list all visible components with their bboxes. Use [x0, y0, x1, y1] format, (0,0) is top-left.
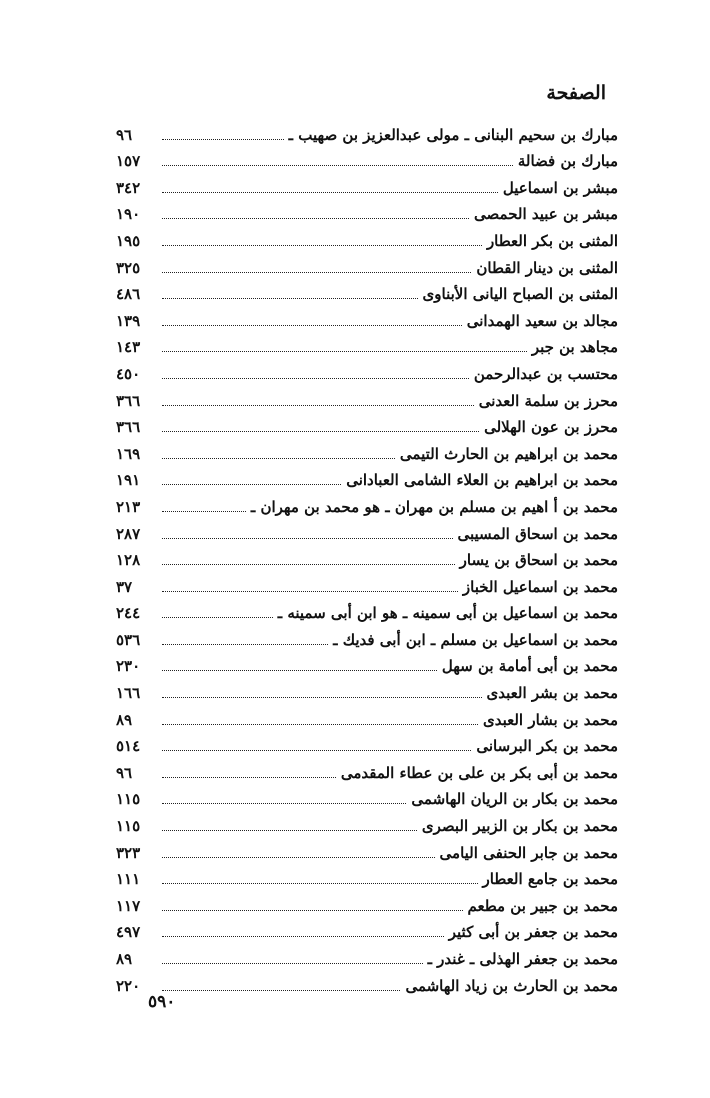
index-entry — [116, 304, 618, 331]
index-entry — [116, 384, 618, 411]
dot-leader — [162, 697, 482, 698]
dot-leader — [162, 990, 400, 991]
index-entry — [116, 224, 618, 251]
entry-page-number: ١٦٩ — [116, 444, 141, 463]
entry-name: محمد بن جعفر بن أبى كثير — [448, 923, 618, 942]
entry-name: محمد بن الحارث بن زياد الهاشمى — [405, 976, 618, 995]
entry-name: محرز بن عون الهلالى — [484, 418, 618, 437]
index-entry — [116, 916, 618, 943]
entry-name: محمد بن بشر العبدى — [486, 684, 618, 703]
dot-leader — [162, 883, 478, 884]
index-entry — [116, 570, 618, 597]
entry-page-number: ٤٥٠ — [116, 364, 141, 383]
entry-page-number: ١٥٧ — [116, 152, 141, 171]
entry-page-number: ٢٣٠ — [116, 657, 141, 676]
entry-name: محمد بن بشار العبدى — [482, 710, 618, 729]
dot-leader — [162, 405, 474, 406]
entry-name: محمد بن جعفر الهذلى ـ غندر ـ — [427, 950, 618, 968]
index-entry — [116, 251, 618, 278]
entry-page-number: ٨٩ — [116, 710, 133, 729]
dot-leader — [162, 564, 455, 565]
dot-leader — [162, 351, 527, 352]
page-number: ٥٩٠ — [148, 992, 176, 1012]
index-entry — [116, 863, 618, 890]
index-entry — [116, 809, 618, 836]
entry-page-number: ١٤٣ — [116, 338, 141, 357]
entry-page-number: ٢١٣ — [116, 497, 141, 516]
index-entry — [116, 836, 618, 863]
entry-page-number: ٢٤٤ — [116, 604, 141, 623]
entry-page-number: ١٦٦ — [116, 684, 141, 703]
entry-name: محتسب بن عبدالرحمن — [473, 364, 618, 383]
entry-name: محمد بن اسحاق المسيبى — [457, 524, 618, 543]
entry-page-number: ١١١ — [116, 870, 141, 889]
entry-name: المثنى بن بكر العطار — [486, 231, 618, 250]
entry-name: مبارك بن سحيم البنانى ـ مولى عبدالعزيز بن صهيب ـ — [288, 125, 618, 144]
entry-name: محمد بن ابراهيم بن العلاء الشامى العبادانى — [346, 471, 618, 490]
dot-leader — [162, 617, 273, 618]
entry-page-number: ١٣٩ — [116, 311, 141, 330]
entry-name: محمد بن اسحاق بن يسار — [459, 551, 618, 570]
entry-page-number: ٤٩٧ — [116, 923, 141, 942]
entry-name: محمد بن أ اهيم بن مسلم بن مهران ـ هو محمد بن مهران ـ — [250, 497, 618, 516]
index-entry — [116, 942, 618, 969]
index-entry — [116, 437, 618, 464]
dot-leader — [162, 644, 328, 645]
index-entry — [116, 171, 618, 198]
entry-name: محمد بن جابر الحنفى اليامى — [439, 843, 618, 862]
entry-name: مبارك بن فضالة — [517, 152, 618, 171]
entry-name: محمد بن بكار بن الريان الهاشمى — [411, 790, 618, 809]
entry-name: محرز بن سلمة العدنى — [478, 391, 618, 410]
entry-name: مجاهد بن جبر — [531, 338, 618, 357]
dot-leader — [162, 245, 482, 246]
index-entry — [116, 411, 618, 438]
dot-leader — [162, 298, 418, 299]
index-entry — [116, 969, 618, 996]
index-entry — [116, 490, 618, 517]
dot-leader — [162, 139, 284, 140]
entry-page-number: ١٢٨ — [116, 551, 141, 570]
index-entry — [116, 118, 618, 145]
entry-page-number: ٢٢٠ — [116, 976, 141, 995]
index-entry — [116, 730, 618, 757]
entry-name: المثنى بن دينار القطان — [476, 258, 618, 277]
index-entry — [116, 623, 618, 650]
dot-leader — [162, 192, 498, 193]
dot-leader — [162, 484, 341, 485]
index-entry — [116, 889, 618, 916]
dot-leader — [162, 670, 437, 671]
dot-leader — [162, 325, 462, 326]
entry-name: المثنى بن الصباح اليانى الأبناوى — [422, 285, 618, 304]
entry-page-number: ٥١٤ — [116, 737, 141, 756]
entry-page-number: ٨٩ — [116, 950, 133, 968]
dot-leader — [162, 750, 471, 751]
index-entry — [116, 597, 618, 624]
dot-leader — [162, 777, 336, 778]
index-entry — [116, 331, 618, 358]
index-entry — [116, 783, 618, 810]
dot-leader — [162, 538, 453, 539]
entry-page-number: ٥٣٦ — [116, 630, 141, 649]
index-entry — [116, 145, 618, 172]
entry-page-number: ١١٥ — [116, 790, 141, 809]
entry-name: مبشر بن اسماعيل — [502, 178, 618, 197]
entry-name: محمد بن بكار بن الزبير البصرى — [421, 817, 618, 836]
dot-leader — [162, 591, 458, 592]
entry-page-number: ١٩٠ — [116, 205, 141, 224]
dot-leader — [162, 511, 246, 512]
entry-page-number: ٣٦٦ — [116, 391, 141, 410]
entry-page-number: ١١٧ — [116, 896, 141, 915]
entry-page-number: ٤٨٦ — [116, 285, 141, 304]
dot-leader — [162, 165, 513, 166]
dot-leader — [162, 830, 417, 831]
index-entry — [116, 756, 618, 783]
entry-page-number: ٣٦٦ — [116, 418, 141, 437]
page-column-heading: الصفحة — [546, 82, 606, 104]
entry-name: مبشر بن عبيد الحمصى — [474, 205, 618, 224]
entry-name: محمد بن جبير بن مطعم — [467, 896, 618, 915]
dot-leader — [162, 857, 435, 858]
dot-leader — [162, 272, 471, 273]
dot-leader — [162, 724, 478, 725]
dot-leader — [162, 910, 463, 911]
entry-page-number: ٣٢٥ — [116, 258, 141, 277]
index-entry — [116, 464, 618, 491]
entry-page-number: ٢٨٧ — [116, 524, 141, 543]
index-entry — [116, 357, 618, 384]
name-index-list — [116, 118, 618, 996]
entry-name: محمد بن اسماعيل بن أبى سمينه ـ هو ابن أبى سمينه ـ — [277, 604, 618, 623]
entry-name: مجالد بن سعيد الهمدانى — [466, 311, 618, 330]
entry-page-number: ٣٧ — [116, 577, 133, 596]
entry-page-number: ٩٦ — [116, 763, 133, 782]
entry-name: محمد بن ابراهيم بن الحارث التيمى — [399, 444, 618, 463]
entry-name: محمد بن أبى أمامة بن سهل — [441, 657, 618, 676]
dot-leader — [162, 458, 395, 459]
entry-page-number: ١٩١ — [116, 471, 141, 490]
index-entry — [116, 544, 618, 571]
entry-name: محمد بن جامع العطار — [482, 870, 618, 889]
dot-leader — [162, 963, 423, 964]
entry-name: محمد بن أبى بكر بن على بن عطاء المقدمى — [340, 763, 618, 782]
index-entry — [116, 676, 618, 703]
entry-page-number: ١١٥ — [116, 817, 141, 836]
dot-leader — [162, 803, 406, 804]
index-entry — [116, 198, 618, 225]
dot-leader — [162, 936, 444, 937]
dot-leader — [162, 218, 469, 219]
entry-name: محمد بن اسماعيل بن مسلم ـ ابن أبى فديك ـ — [333, 630, 618, 649]
entry-page-number: ٩٦ — [116, 125, 133, 144]
entry-page-number: ٣٢٣ — [116, 843, 141, 862]
entry-name: محمد بن اسماعيل الخباز — [462, 577, 618, 596]
index-entry — [116, 278, 618, 305]
entry-page-number: ١٩٥ — [116, 231, 141, 250]
dot-leader — [162, 378, 469, 379]
index-entry — [116, 517, 618, 544]
entry-page-number: ٣٤٢ — [116, 178, 141, 197]
index-entry — [116, 703, 618, 730]
entry-name: محمد بن بكر البرسانى — [476, 737, 618, 756]
index-entry — [116, 650, 618, 677]
dot-leader — [162, 431, 479, 432]
